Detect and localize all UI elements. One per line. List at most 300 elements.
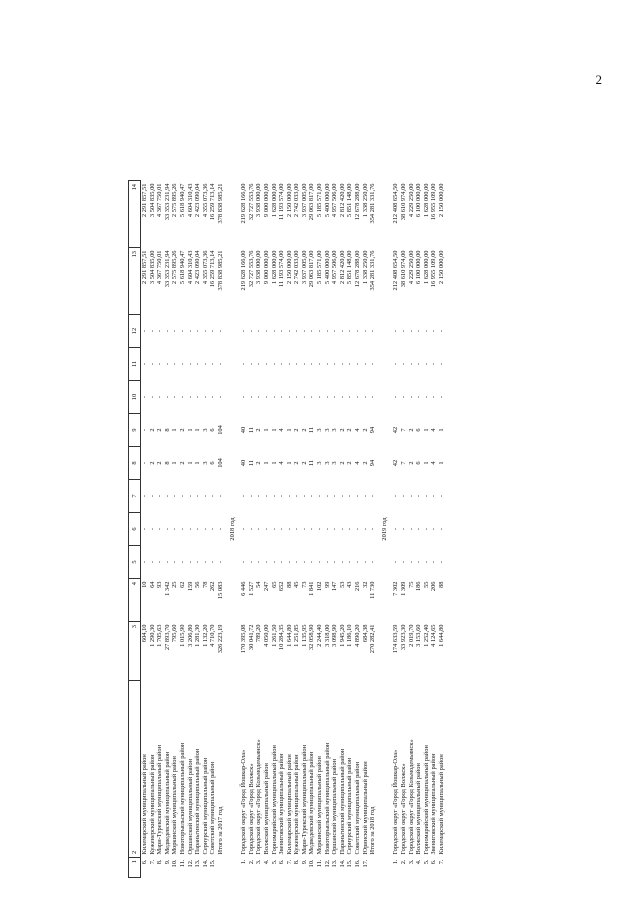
cell-col-8: 3 [201,461,209,465]
cell-col-12: - [178,329,186,333]
cell-col-11: - [300,362,308,366]
cell-col-7: - [278,494,286,498]
cell-col-9: 2 [407,428,415,432]
cell-col-7: - [262,494,270,498]
cell-col-8: 6 [415,461,423,465]
cell-col-4: 262 [209,581,217,592]
cell-col-9: 6 [209,428,217,432]
table-row [171,181,179,878]
cell-col-10: - [247,395,255,399]
cell-col-14: 33 353 231,94 [163,183,171,221]
table-row [217,181,225,878]
cell-col-13: 2 150 000,00 [437,250,445,285]
cell-col-12: - [316,329,324,333]
cell-col-12: - [209,329,217,333]
cell-col-8: 11 [247,459,255,467]
cell-col-11: - [255,362,263,366]
cell-col-6: - [422,527,430,531]
cell-col-7: - [163,494,171,498]
cell-col-5: - [255,560,263,564]
cell-col-6: - [278,527,286,531]
cell-col-6: - [323,527,331,531]
cell-col-6: - [400,527,407,531]
municipality-name: Медведевский муниципальный район [308,751,316,855]
cell-col-3: 684,38 [361,624,369,643]
cell-col-14: 4 229 250,00 [407,183,415,218]
cell-col-4: 73 [300,581,308,588]
cell-col-6: - [369,527,377,531]
cell-col-9: 1 [270,428,278,432]
cell-col-11: - [354,362,362,366]
table-row [240,181,248,878]
cell-col-9: 11 [308,426,316,434]
cell-col-9: 3 [331,428,339,432]
cell-col-8: 2 [338,461,346,465]
cell-col-4: 652 [278,581,286,592]
municipality-name: Советский муниципальный район [209,761,217,855]
cell-col-12: - [437,329,445,333]
cell-col-3: 3 098,90 [331,624,339,647]
cell-col-11: - [346,362,354,366]
cell-col-12: - [422,329,430,333]
cell-col-13: 4 355 073,36 [201,250,209,285]
cell-col-8: 2 [293,461,301,465]
cell-col-14: 2 423 090,04 [194,183,202,218]
cell-col-14: 219 628 166,00 [240,183,248,224]
row-number: 7. [285,859,293,865]
column-header-14: 14 [129,181,141,248]
cell-col-8: 1 [285,461,293,465]
municipality-name: Сернурский муниципальный район [346,757,354,855]
cell-col-11: - [392,362,400,366]
cell-col-8: 2 [156,461,164,465]
cell-col-14: 16 259 713,14 [209,183,217,221]
cell-col-12: - [354,329,362,333]
municipality-name: Новоторъяльский муниципальный район [178,742,186,855]
cell-col-10: - [156,395,164,399]
cell-col-5: - [400,560,407,564]
column-header-11: 11 [129,348,141,381]
cell-col-11: - [240,362,248,366]
cell-col-3: 4 890,20 [354,624,362,647]
cell-col-6: - [201,527,209,531]
cell-col-13: 32 727 553,76 [247,250,255,288]
cell-col-12: - [430,329,438,333]
cell-col-14: 1 628 000,00 [270,183,278,218]
cell-col-5: - [186,560,194,564]
cell-col-9: 2 [255,428,263,432]
cell-col-8: - [141,461,148,465]
municipality-name: Волжский муниципальный район [262,763,270,855]
cell-col-7: - [422,494,430,498]
municipality-name: Мари-Турекский муниципальный район [156,744,164,855]
cell-col-7: - [392,494,400,498]
cell-col-14: 2 291 857,51 [141,183,148,218]
municipality-name: Советский муниципальный район [354,761,362,855]
row-number: 4. [262,859,270,865]
cell-col-8: 3 [331,461,339,465]
cell-col-5: - [178,560,186,564]
cell-col-12: - [270,329,278,333]
row-number: 14. [338,859,346,868]
cell-col-8: 1 [186,461,194,465]
cell-col-6: - [209,527,217,531]
cell-col-7: - [369,494,377,498]
cell-col-5: - [163,560,171,564]
cell-col-6: - [285,527,293,531]
row-number [217,858,225,878]
cell-col-3: 1 132,20 [201,624,209,647]
municipality-name: Медведевский муниципальный район [163,751,171,855]
cell-col-13: 5 400 000,00 [323,250,331,285]
cell-col-7: - [186,494,194,498]
municipality-name: Моркинский муниципальный район [316,756,324,855]
cell-col-12: - [361,329,369,333]
cell-col-8: 2 [407,461,415,465]
cell-col-11: - [216,362,224,366]
cell-col-13: 16 955 109,00 [430,250,438,288]
row-number: 6. [430,859,438,865]
cell-col-5: - [216,560,224,564]
cell-col-6: - [430,527,438,531]
cell-col-4: 54 [255,581,263,588]
cell-col-12: - [331,329,339,333]
table-row [202,181,210,878]
cell-col-11: - [171,362,179,366]
cell-col-9: 2 [156,428,164,432]
cell-col-9: 1 [285,428,293,432]
cell-col-9: 6 [415,428,423,432]
row-number: 16. [354,859,362,868]
row-number: 2. [247,859,255,865]
cell-col-6: - [415,527,423,531]
cell-col-13: 2 150 000,00 [285,250,293,285]
cell-col-7: - [148,494,156,498]
cell-col-6: - [338,527,346,531]
cell-col-6: - [316,527,324,531]
row-number: 5. [270,859,278,865]
cell-col-8: 3 [316,461,324,465]
cell-col-10: - [308,395,316,399]
cell-col-5: - [437,560,445,564]
cell-col-13: 3 937 005,00 [300,250,308,285]
cell-col-8: 8 [163,461,171,465]
cell-col-5: - [247,560,255,564]
cell-col-3: 1 290,30 [148,624,156,647]
cell-col-11: - [285,362,293,366]
cell-col-10: - [400,395,407,399]
cell-col-14: 32 727 553,76 [247,183,255,221]
cell-col-6: - [141,527,148,531]
cell-col-10: - [141,395,148,399]
cell-col-5: - [171,560,179,564]
municipality-name: Куженерский муниципальный район [293,754,301,855]
cell-col-3: 3 153,60 [415,624,423,647]
table-row [141,181,149,878]
row-number: 10. [171,859,179,868]
row-number: 7. [148,859,156,865]
cell-col-13: 16 259 713,14 [209,250,217,288]
column-header-10: 10 [129,381,141,414]
cell-col-11: - [308,362,316,366]
cell-col-13: 2 291 857,51 [141,250,148,285]
cell-col-4: 25 [171,581,179,588]
cell-col-9: 1 [186,428,194,432]
cell-col-11: - [323,362,331,366]
cell-col-7: - [216,494,224,498]
row-number: 6. [278,859,286,865]
cell-col-5: - [354,560,362,564]
cell-col-10: - [278,395,286,399]
cell-col-8: 40 [240,459,248,467]
cell-col-7: - [308,494,316,498]
cell-col-3: 4 124,65 [430,624,438,647]
cell-col-7: - [240,494,248,498]
year-heading-row [377,181,393,878]
cell-col-6: - [163,527,171,531]
cell-col-13: 1 628 000,00 [422,250,430,285]
cell-col-14: 212 408 654,50 [392,183,400,224]
municipality-name: Сернурский муниципальный район [201,757,209,855]
row-number: 4. [415,859,423,865]
cell-col-7: - [415,494,423,498]
cell-col-3: 326 223,19 [216,624,224,654]
cell-col-6: - [308,527,316,531]
table-row [278,181,286,878]
cell-col-12: - [141,329,148,333]
cell-col-5: - [346,560,354,564]
cell-col-10: - [209,395,217,399]
cell-col-13: 4 957 506,00 [331,250,339,285]
cell-col-8: 2 [148,461,156,465]
row-number: 11. [316,859,324,868]
cell-col-9: 2 [346,428,354,432]
table-row [156,181,164,878]
cell-col-4: 99 [323,581,331,588]
cell-col-13: 5 851 148,00 [346,250,354,285]
table-row [149,181,157,878]
cell-col-9: 2 [148,428,156,432]
municipality-name: Куженерский муниципальный район [148,754,156,855]
cell-col-7: - [316,494,324,498]
table-row [179,181,187,878]
municipality-name: Итого за 2018 год [369,806,377,855]
cell-col-10: - [262,395,270,399]
cell-col-13: 38 610 974,00 [400,250,407,288]
cell-col-10: - [422,395,430,399]
table-row [346,181,354,878]
cell-col-11: - [361,362,369,366]
row-number: 15. [209,859,217,868]
municipality-name: Горномарийский муниципальный район [422,745,430,855]
cell-col-12: - [278,329,286,333]
cell-col-9: 104 [216,425,224,435]
cell-col-11: - [400,362,407,366]
cell-col-4: 88 [285,581,293,588]
table-row [392,181,400,878]
cell-col-13: 3 504 835,00 [148,250,156,285]
table-row [301,181,309,878]
municipality-name: Параньгинский муниципальный район [338,748,346,855]
table-row [255,181,263,878]
cell-col-11: - [338,362,346,366]
cell-col-13: 29 063 817,00 [308,250,316,288]
row-number: 15. [346,859,354,868]
cell-col-13: 212 408 654,50 [392,250,400,291]
cell-col-11: - [437,362,445,366]
row-number: 6. [141,859,148,865]
cell-col-4: 216 [354,581,362,592]
cell-col-10: - [415,395,423,399]
column-header-9: 9 [129,414,141,447]
cell-col-9: 1 [437,428,445,432]
cell-col-11: - [156,362,164,366]
cell-col-10: - [338,395,346,399]
cell-col-14: 4 957 506,00 [331,183,339,218]
cell-col-10: - [194,395,202,399]
row-number: 8. [156,859,164,865]
municipality-name: Городской округ «Город Козьмодемьянск» [255,739,263,855]
cell-col-11: - [209,362,217,366]
row-number [369,858,377,878]
cell-col-14: 11 193 574,00 [278,183,286,221]
row-number: 9. [300,859,308,865]
column-header-4: 4 [129,579,141,622]
cell-col-12: - [262,329,270,333]
cell-col-14: 2 575 895,26 [171,183,179,218]
row-number: 2. [400,859,407,865]
municipality-name: Юринский муниципальный район [361,761,369,855]
table-row [286,181,294,878]
cell-col-4: 75 [407,581,415,588]
table-row [369,181,377,878]
cell-col-9: 1 [194,428,202,432]
cell-col-3: 270 282,41 [369,624,377,654]
cell-col-5: - [156,560,164,564]
cell-col-10: - [148,395,156,399]
cell-col-5: - [300,560,308,564]
cell-col-3: 795,60 [171,624,179,643]
cell-col-10: - [255,395,263,399]
table-row [408,181,416,878]
cell-col-9: 3 [201,428,209,432]
cell-col-6: - [156,527,164,531]
column-header-12: 12 [129,315,141,348]
cell-col-3: 1 281,30 [194,624,202,647]
cell-col-4: 64 [148,581,156,588]
cell-col-3: 33 923,30 [400,624,407,651]
cell-col-4: 93 [156,581,164,588]
cell-col-3: 3 206,80 [186,624,194,647]
cell-col-5: - [331,560,339,564]
column-header-13: 13 [129,248,141,315]
table-row [339,181,347,878]
cell-col-12: - [156,329,164,333]
cell-col-8: 42 [392,459,400,467]
table-row [194,181,202,878]
cell-col-13: 2 812 420,00 [338,250,346,285]
cell-col-8: 2 [300,461,308,465]
cell-col-3: 2 019,70 [407,624,415,647]
cell-col-4: 88 [437,581,445,588]
cell-col-8: 1 [422,461,430,465]
cell-col-13: 11 193 574,00 [278,250,286,288]
cell-col-12: - [247,329,255,333]
cell-col-8: 1 [194,461,202,465]
cell-col-11: - [201,362,209,366]
cell-col-10: - [300,395,308,399]
cell-col-9: 40 [240,426,248,434]
cell-col-12: - [293,329,301,333]
table-row [438,181,446,878]
cell-col-9: 3 [316,428,324,432]
cell-col-7: - [171,494,179,498]
table-row [164,181,172,878]
cell-col-4: 78 [201,581,209,588]
cell-col-6: - [240,527,248,531]
municipality-name: Городской округ «Город Волжск» [247,763,255,855]
cell-col-13: 378 838 985,21 [216,250,224,291]
cell-col-7: - [156,494,164,498]
cell-col-14: 354 281 331,76 [369,183,377,224]
cell-col-13: 9 000 000,00 [262,250,270,285]
cell-col-14: 29 063 817,00 [308,183,316,221]
cell-col-4: 15 083 [216,581,224,600]
cell-col-5: - [308,560,316,564]
cell-col-14: 16 955 109,00 [430,183,438,221]
cell-col-9: - [141,428,148,432]
cell-col-14: 4 604 310,43 [186,183,194,218]
cell-col-6: - [293,527,301,531]
cell-col-12: - [407,329,415,333]
cell-col-14: 3 938 000,00 [255,183,263,218]
cell-col-3: 1 186,10 [346,624,354,647]
cell-col-8: 4 [430,461,438,465]
municipality-name: Городской округ «Город Йошкар-Ола» [392,749,400,855]
municipality-name: Оршанский муниципальный район [186,758,194,855]
column-header-7: 7 [129,480,141,513]
cell-col-6: - [407,527,415,531]
cell-col-5: - [369,560,377,564]
cell-col-4: 45 [293,581,301,588]
year-heading-row [225,181,241,878]
cell-col-4: 186 [415,581,423,592]
cell-col-9: 94 [369,426,377,434]
cell-col-12: - [201,329,209,333]
cell-col-14: 4 355 073,36 [201,183,209,218]
cell-col-14: 6 100 000,00 [415,183,423,218]
cell-col-6: - [346,527,354,531]
cell-col-4: 10 [141,581,148,588]
cell-col-14: 2 150 000,00 [437,183,445,218]
cell-col-6: - [186,527,194,531]
table-row [316,181,324,878]
cell-col-13: 12 678 288,00 [354,250,362,288]
year-heading: 2018 год [228,517,236,541]
cell-col-8: 94 [369,459,377,467]
cell-col-9: 4 [278,428,286,432]
row-number: 10. [308,859,316,868]
cell-col-3: 27 893,70 [163,624,171,651]
table-row [331,181,339,878]
cell-col-10: - [316,395,324,399]
cell-col-10: - [437,395,445,399]
cell-col-4: 7 302 [392,581,400,596]
cell-col-3: 30 041,72 [247,624,255,651]
cell-col-13: 6 100 000,00 [415,250,423,285]
cell-col-4: 1 309 [400,581,407,596]
cell-col-8: 2 [255,461,263,465]
